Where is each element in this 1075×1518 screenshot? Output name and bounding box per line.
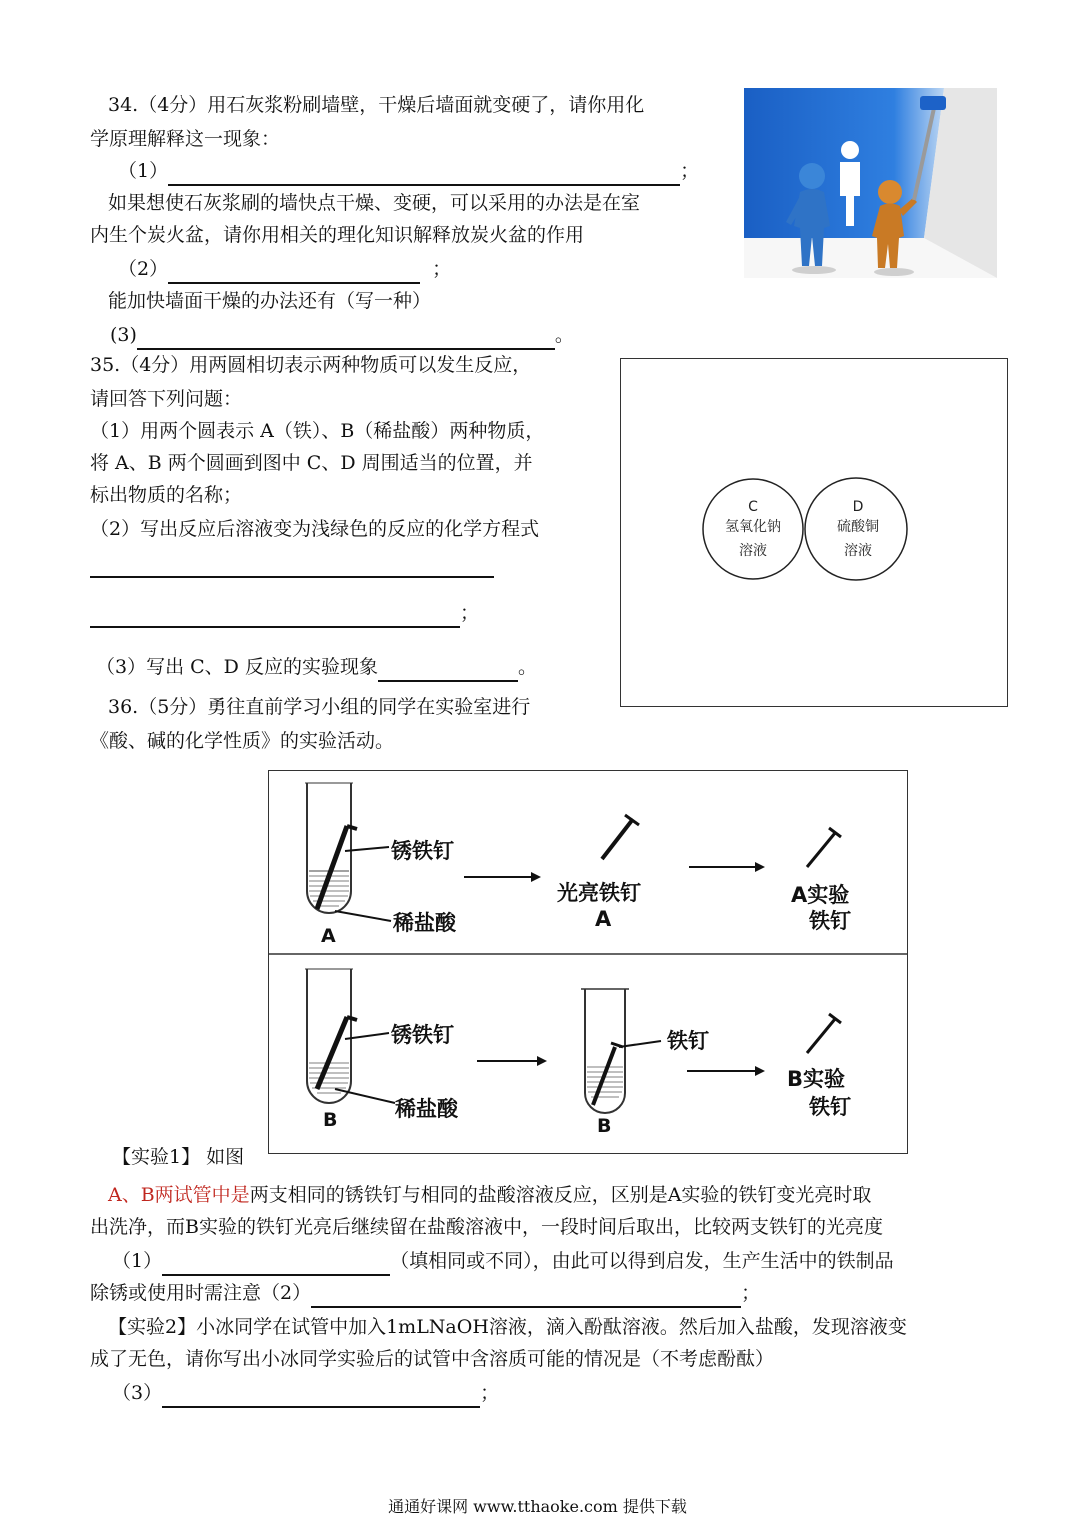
q36-answer3-blank[interactable] xyxy=(162,1384,480,1408)
circle-c-letter: C xyxy=(748,499,758,515)
exp1-text: 两支相同的锈铁钉与相同的盐酸溶液反应，区别是A实验的铁钉变光亮时取 xyxy=(249,1184,872,1206)
q36-line2: 《酸、碱的化学性质》的实验活动。 xyxy=(90,730,395,752)
q35-diagram-box[interactable] xyxy=(620,358,1008,707)
q34-answer1-blank[interactable] xyxy=(168,162,680,186)
circle-d-name2: 溶液 xyxy=(844,543,872,559)
circle-d-letter: D xyxy=(852,499,864,515)
q35-line6: （2）写出反应后溶液变为浅绿色的反应的化学方程式 xyxy=(90,518,540,540)
q35-phenomenon-blank[interactable] xyxy=(378,658,518,682)
q34-line1: 34.（4分）用石灰浆粉刷墙壁，干燥后墙面就变硬了，请你用化 xyxy=(108,94,645,116)
q34-item1-end: ； xyxy=(680,160,700,182)
q35-line7-text: （3）写出 C、D 反应的实验现象 xyxy=(96,656,378,678)
q34-line2: 学原理解释这一现象： xyxy=(90,128,281,150)
label-tube-b-left: B xyxy=(323,1109,338,1131)
q35-equation-blank-1[interactable] xyxy=(90,576,494,578)
q34-item1-label: （1） xyxy=(118,160,169,182)
label-shiny-nail: 光亮铁钉 xyxy=(557,881,641,905)
q36-answer1-blank[interactable] xyxy=(162,1252,390,1276)
q35-equation-line2 xyxy=(90,598,479,628)
q35-line7-end: 。 xyxy=(517,656,537,678)
q36-line1: 36.（5分）勇往直前学习小组的同学在实验室进行 xyxy=(108,696,531,718)
q35-blank-end: ； xyxy=(460,602,480,624)
experiment-diagram xyxy=(268,770,908,1154)
label-dilute-hcl-a: 稀盐酸 xyxy=(393,911,456,935)
label-rust-nail-a: 锈铁钉 xyxy=(391,839,454,863)
exp1-line1 xyxy=(108,1180,871,1210)
q35-line5: 标出物质的名称； xyxy=(90,484,243,506)
wall-painting-illustration xyxy=(744,88,997,278)
q36-item1-after: （填相同或不同），由此可以得到启发，生产生活中的铁制品 xyxy=(390,1250,894,1272)
q36-item3-label: （3） xyxy=(112,1382,163,1404)
q35-line1: 35.（4分）用两圆相切表示两种物质可以发生反应， xyxy=(90,354,532,376)
q35-equation-blank-2[interactable] xyxy=(90,604,460,628)
test-tube-a xyxy=(305,783,391,921)
q34-item3 xyxy=(110,320,574,350)
label-iron-nail: 铁钉 xyxy=(667,1029,709,1053)
q36-item2-end: ； xyxy=(741,1282,761,1304)
q34-answer3-blank[interactable] xyxy=(137,326,555,350)
q34-item3-label: (3) xyxy=(110,324,137,346)
page-footer: 通通好课网 www.tthaoke.com 提供下载 xyxy=(388,1497,687,1516)
q36-item2 xyxy=(90,1278,760,1308)
label-tube-b-middle: B xyxy=(597,1115,612,1137)
q35-line7 xyxy=(96,652,537,682)
circle-c-name2: 溶液 xyxy=(739,543,767,559)
q36-item3-end: ； xyxy=(480,1382,500,1404)
exp2-line2: 成了无色，请你写出小冰同学实验后的试管中含溶质可能的情况是（不考虑酚酞） xyxy=(90,1348,775,1370)
q34-line3: 如果想使石灰浆刷的墙快点干燥、变硬，可以采用的办法是在室 xyxy=(108,192,641,214)
q34-item3-end: 。 xyxy=(554,324,574,346)
label-b-nail-1: B实验 xyxy=(787,1067,846,1091)
exp2-line1: 【实验2】小冰同学在试管中加入1mLNaOH溶液，滴入酚酞溶液。然后加入盐酸，发现溶液变 xyxy=(108,1316,907,1338)
q34-item2-label: （2） xyxy=(118,258,169,280)
label-rust-nail-b: 锈铁钉 xyxy=(391,1023,454,1047)
circle-c-name1: 氢氧化钠 xyxy=(725,519,781,535)
label-a-nail-2: 铁钉 xyxy=(809,909,851,933)
q35-line3: （1）用两个圆表示 A（铁）、B（稀盐酸）两种物质， xyxy=(90,420,545,442)
q35-line4: 将 A、B 两个圆画到图中 C、D 周围适当的位置，并 xyxy=(90,452,533,474)
exp1-title: 【实验1】 如图 xyxy=(112,1146,245,1168)
q36-item2-text: 除锈或使用时需注意（2） xyxy=(90,1282,312,1304)
label-letter-a: A xyxy=(595,907,612,931)
q36-item1-label: （1） xyxy=(112,1250,163,1272)
circle-d-name1: 硫酸铜 xyxy=(837,519,879,535)
q36-answer2-blank[interactable] xyxy=(311,1284,741,1308)
q36-item1 xyxy=(112,1246,894,1276)
q35-circles xyxy=(621,359,1007,706)
q35-line2: 请回答下列问题： xyxy=(90,388,243,410)
q34-line5: 能加快墙面干燥的办法还有（写一种） xyxy=(108,290,432,312)
label-a-nail-1: A实验 xyxy=(791,883,850,907)
label-dilute-hcl-b: 稀盐酸 xyxy=(395,1097,458,1121)
test-tube-b-left xyxy=(305,969,395,1103)
q34-item2-end: ； xyxy=(432,258,452,280)
q34-item1 xyxy=(118,156,699,186)
q34-answer2-blank[interactable] xyxy=(168,260,420,284)
test-tube-b-middle xyxy=(581,989,661,1113)
label-tube-a: A xyxy=(321,925,336,947)
exp1-red-text: A、B两试管中是 xyxy=(108,1184,250,1206)
exp1-line2: 出洗净，而B实验的铁钉光亮后继续留在盐酸溶液中，一段时间后取出，比较两支铁钉的光亮度 xyxy=(90,1216,883,1238)
label-b-nail-2: 铁钉 xyxy=(809,1095,851,1119)
q34-item2 xyxy=(118,254,451,284)
q36-item3 xyxy=(112,1378,499,1408)
q34-line4: 内生个炭火盆，请你用相关的理化知识解释放炭火盆的作用 xyxy=(90,224,585,246)
